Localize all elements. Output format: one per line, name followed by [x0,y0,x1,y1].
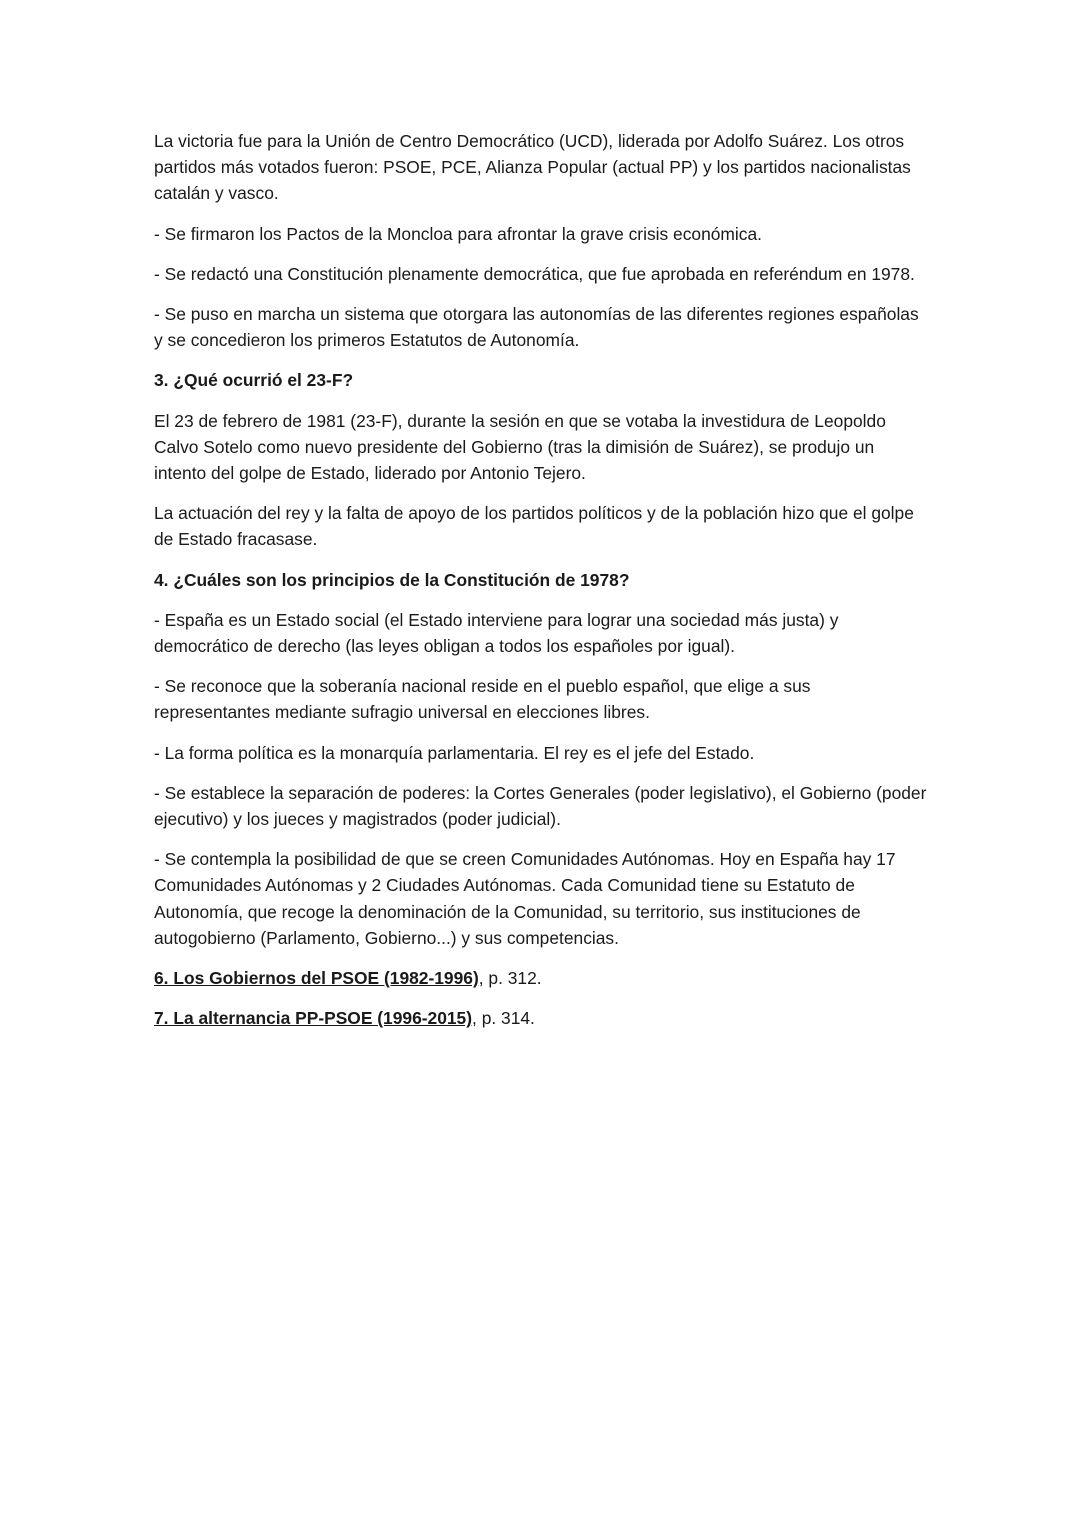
intro-paragraph: La victoria fue para la Unión de Centro Democrático (UCD), liderada por Adolfo Suárez. Los otros partidos más votados fueron: PSOE, PCE, Alianza Popular (actual PP) y los partidos nacionalistas catalán y vasco. [154,131,911,204]
section4-bullet-2: - Se reconoce que la soberanía nacional reside en el pueblo español, que elige a sus representantes mediante sufragio universal en elecciones libres. [154,676,811,723]
reference-link-alternancia[interactable]: 7. La alternancia PP-PSOE (1996-2015) [154,1008,473,1029]
section3-paragraph-1: El 23 de febrero de 1981 (23-F), durante la sesión en que se votaba la investidura de Leopoldo Calvo Sotelo como nuevo presidente del Gobierno (tras la dimisión de Suárez), se produjo un intento del golpe de Estado, liderado por Antonio Tejero. [154,410,886,484]
section4-bullet-4: - Se establece la separación de poderes: la Cortes Generales (poder legislativo), el Gobierno (poder ejecutivo) y los jueces y magistrados (poder judicial). [154,782,927,830]
section3-paragraph-2: La actuación del rey y la falta de apoyo de los partidos políticos y de la población hizo que el golpe de Estado fracasase. [154,503,914,550]
bullet-moncloa: - Se firmaron los Pactos de la Moncloa para afrontar la grave crisis económica. [154,223,762,244]
reference-item [154,1005,930,1031]
reference-link-psoe[interactable]: 6. Los Gobiernos del PSOE (1982-1996) [154,968,479,989]
reference-item [154,965,930,991]
section4-bullet-5: - Se contempla la posibilidad de que se creen Comunidades Autónomas. Hoy en España hay 17 Comunidades Autónomas y 2 Ciudades Autónomas. Cada Comunidad tiene su Estatuto de Autonomía, que recoge la denominación de la Comunidad, su territorio, sus instituciones de autogobierno (Parlamento, Gobierno...) y sus competencias. [154,849,896,948]
reference-page: , p. 312. [478,968,542,989]
section4-bullet-1: - España es un Estado social (el Estado interviene para lograr una sociedad más justa) y democrático de derecho (las leyes obligan a todos los españoles por igual). [154,609,839,657]
section4-heading: 4. ¿Cuáles son los principios de la Constitución de 1978? [154,569,630,590]
section3-heading: 3. ¿Qué ocurrió el 23-F? [154,370,354,391]
reference-page: , p. 314. [472,1008,535,1029]
bullet-constitucion: - Se redactó una Constitución plenamente democrática, que fue aprobada en referéndum en 1978. [154,263,915,284]
section4-bullet-3: - La forma política es la monarquía parlamentaria. El rey es el jefe del Estado. [154,742,755,763]
bullet-autonomias: - Se puso en marcha un sistema que otorgara las autonomías de las diferentes regiones españolas y se concedieron los primeros Estatutos de Autonomía. [154,304,919,351]
